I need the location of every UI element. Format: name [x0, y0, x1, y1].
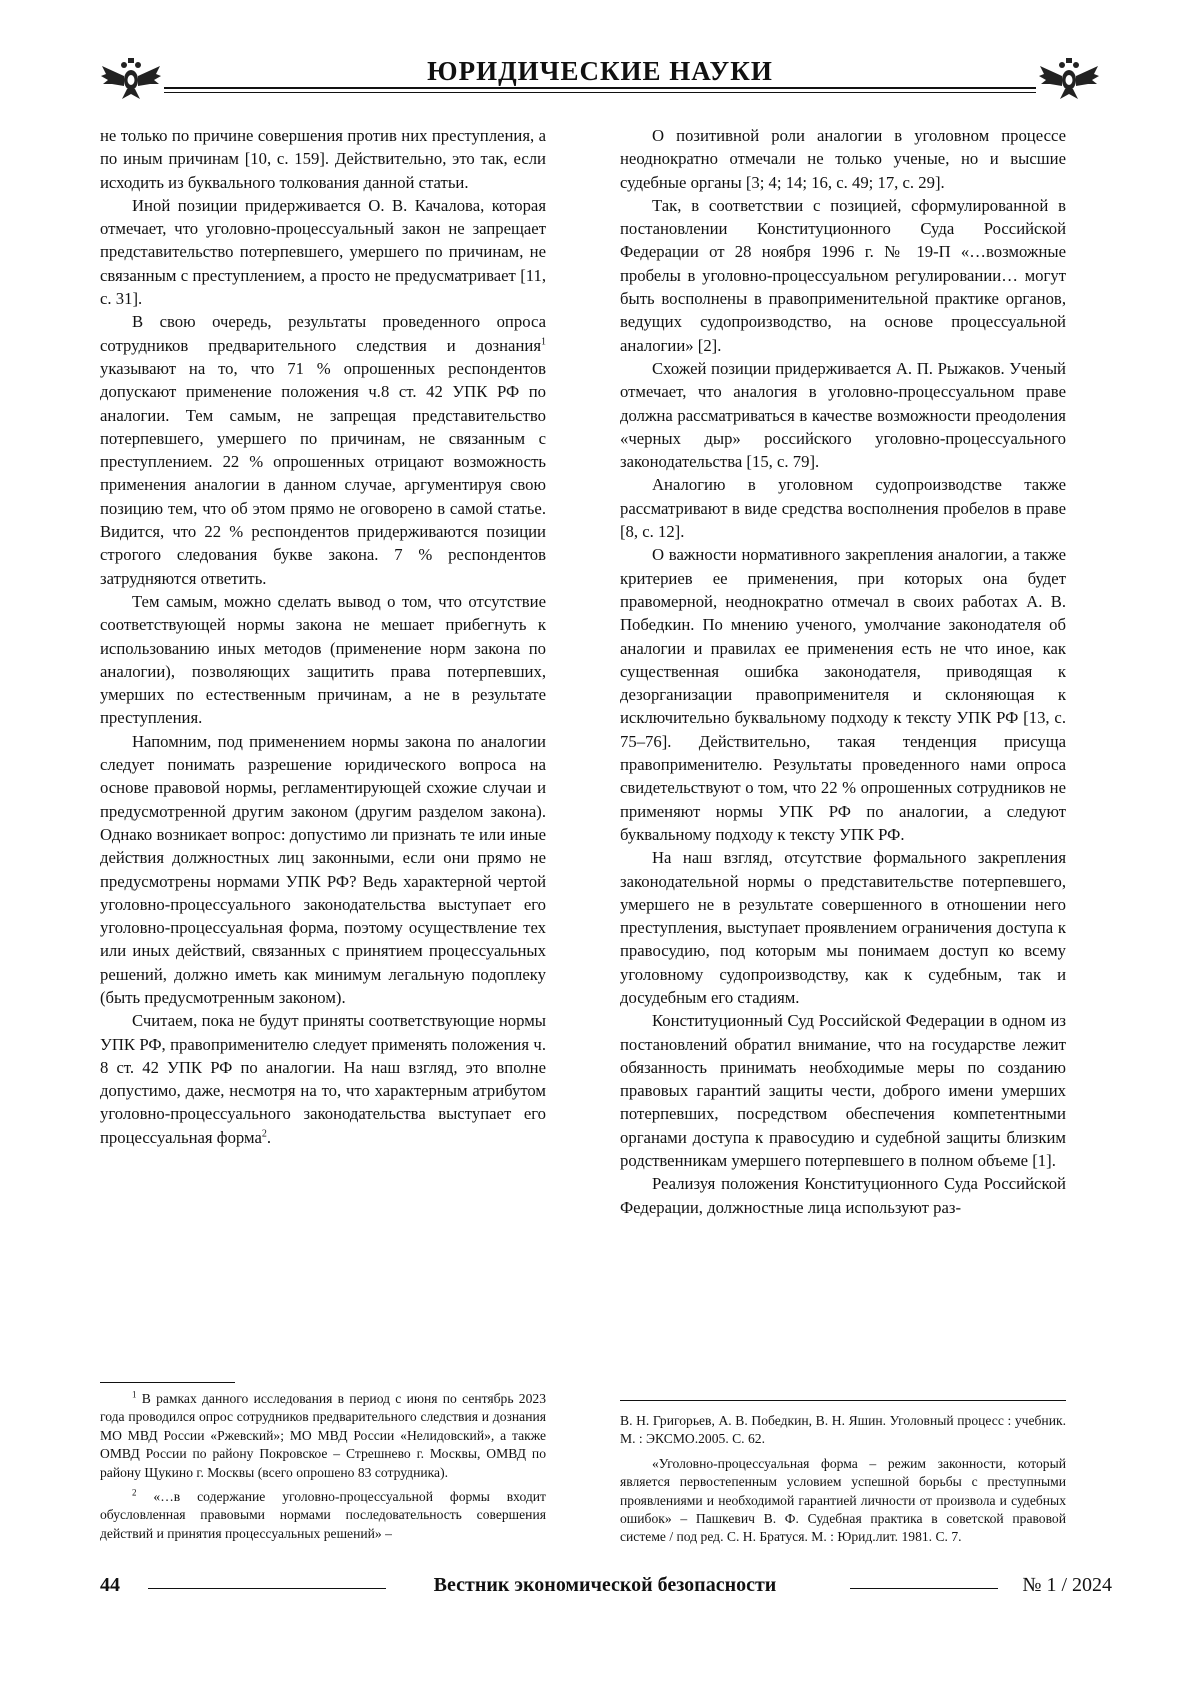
footnote-ref: 1	[541, 336, 546, 348]
footnotes-right	[620, 1412, 1066, 1553]
footnote-continuation: «Уголовно-процессуальная форма – режим законности, который является первостепенным условием успешной борьбы с преступными проявлениями и необходимой гарантией личности от произвола и судебных ошибок» – Пашкевич В. Ф. Судебная практика в советской правовой системе / под ред. С. Н. Братуся. М. : Юрид.лит. 1981. С. 7.	[620, 1455, 1066, 1545]
footnotes-left	[100, 1390, 546, 1549]
paragraph: Напомним, под применением нормы закона по аналогии следует понимать разрешение юридического вопроса на основе правовой нормы, регламентирующей схожие случаи и предусмотренной другим законом (другим разделом закона). Однако возникает вопрос: допустимо ли признать те или иные действия должностных лиц законными, если они прямо не предусмотрены нормами УПК РФ? Ведь характерной чертой уголовно-процессуального законодательства выступает его уголовно-процессуальная форма, поэтому осуществление тех или иных действий, связанных с принятием процессуальных решений, должно иметь как минимум легальную подоплеку (быть предусмотренным законом).	[100, 731, 546, 1007]
journal-name: Вестник экономической безопасности	[433, 1574, 777, 1596]
footnote-ref: 2	[261, 1128, 267, 1140]
header-rule	[164, 87, 1036, 89]
paragraph: О позитивной роли аналогии в уголовном процессе неоднократно отмечали не только ученые, но и высшие судебные органы [3; 4; 14; 16, с. 49; 17, с. 29].	[620, 126, 1066, 192]
footnote-continuation: В. Н. Григорьев, А. В. Победкин, В. Н. Яшин. Уголовный процесс : учебник. М. : ЭКСМО.2005. С. 62.	[620, 1413, 1066, 1447]
footnote: $^2$ «…в содержание уголовно-процессуальной формы входит обусловленная правовыми нормами последовательность совершения действий и принятия процессуальных решений» –	[100, 1487, 546, 1541]
right-text-column	[620, 124, 1066, 1219]
running-footer	[100, 1574, 1112, 1602]
page-number: 44	[100, 1574, 120, 1596]
footer-rule	[850, 1588, 998, 1589]
issue-number: № 1 / 2024	[1022, 1574, 1112, 1596]
footnote: $^1$ В рамках данного исследования в период с июня по сентябрь 2023 года проводился опрос сотрудников предварительного следствия и дознания МО МВД России «Ржевский»; МО МВД России «Нелидовский», а также ОМВД России по району Покровское – Стрешнево г. Москвы, ОМВД по району Щукино г. Москвы (всего опрошено 83 сотрудника).	[100, 1389, 546, 1480]
paragraph: Иной позиции придерживается О. В. Качалова, которая отмечает, что уголовно-процессуальный закон не запрещает представительство потерпевшего, умершего по причинам, не связанным с преступлением, а просто не предусматривает [11, с. 31].	[100, 195, 546, 309]
paragraph: Реализуя положения Конституционного Суда Российской Федерации, должностные лица используют раз-	[620, 1174, 1066, 1217]
running-header	[88, 56, 1112, 104]
paragraph: не только по причине совершения против них преступления, а по иным причинам [10, с. 159]. Действительно, это так, если исходить из буквального толкования данной статьи.	[100, 126, 546, 192]
paragraph: Тем самым, можно сделать вывод о том, что отсутствие соответствующей нормы закона не мешает прибегнуть к использованию иных методов (применение норм закона по аналогии), позволяющих защитить права потерпевших, умерших по естественным причинам, а не в результате преступления.	[100, 591, 546, 728]
paragraph: На наш взгляд, отсутствие формального закрепления законодательной нормы о представительстве потерпевшего, умершего не в результате совершенного в отношении него преступления, выступает проявлением ограничения доступа к правосудию, под которым мы понимаем доступ ко всему уголовному судопроизводству, как к судебным, так и досудебным его стадиям.	[620, 848, 1066, 1007]
double-headed-eagle-emblem-icon	[1038, 56, 1100, 100]
footer-rule	[148, 1588, 386, 1589]
paragraph: Считаем, пока не будут приняты соответствующие нормы УПК РФ, правоприменителю следует применять положения ч. 8 ст. 42 УПК РФ по аналогии. На наш взгляд, это вполне допустимо, даже, несмотря на то, что характерным атрибутом уголовно-процессуального законодательства выступает его процессуальная форма$^2$.	[100, 1011, 546, 1147]
section-title: ЮРИДИЧЕСКИЕ НАУКИ	[88, 56, 1112, 86]
paragraph: Аналогию в уголовном судопроизводстве также рассматривают в виде средства восполнения пробелов в праве [8, с. 12].	[620, 475, 1066, 542]
paragraph: О важности нормативного закрепления аналогии, а также критериев ее применения, при которых она будет правомерной, неоднократно отмечал в своих работах А. В. Победкин. По мнению ученого, умолчание законодателя об аналогии и правилах ее применения есть не что иное, как существенная ошибка законодателя, приводящая к дезорганизации правоприменителя и склоняющая к исключительно буквальному подходу к тексту УПК РФ [13, с. 75–76]. Действительно, такая тенденция присуща правоприменителю. Результаты проведенного нами опроса свидетельствуют о том, что 22 % опрошенных сотрудников не применяют нормы УПК РФ по аналогии, а следуют буквальному подходу к тексту УПК РФ.	[620, 545, 1066, 844]
paragraph: Так, в соответствии с позицией, сформулированной в постановлении Конституционного Суда Российской Федерации от 28 ноября 1996 г. № 19-П «…возможные пробелы в уголовно-процессуальном регулировании… могут быть восполнены в правоприменительной практике органов, ведущих судопроизводство, на основе процессуальной аналогии» [2].	[620, 195, 1066, 355]
paragraph: Конституционный Суд Российской Федерации в одном из постановлений обратил внимание, что на государстве лежит обязанность принимать необходимые меры по созданию правовых гарантий защиты чести, доброго имени умерших потерпевших, посредством обеспечения компетентными органами доступа к правосудию и судебной защиты близким родственникам умершего потерпевшего в полном объеме [1].	[620, 1011, 1066, 1171]
footnote-mark: 1	[132, 1389, 137, 1400]
footnote-mark: 2	[132, 1487, 137, 1498]
header-rule-thin	[164, 92, 1036, 93]
footnote-separator	[620, 1400, 1066, 1401]
left-text-column	[100, 124, 546, 1149]
paragraph: Схожей позиции придерживается А. П. Рыжаков. Ученый отмечает, что аналогия в уголовно-процессуальном праве должна рассматриваться в качестве возможности преодоления «черных дыр» российского уголовно-процессуального законодательства [15, с. 79].	[620, 358, 1066, 472]
paragraph: В свою очередь, результаты проведенного опроса сотрудников предварительного следствия и дознания$^1$ указывают на то, что 71 % опрошенных респондентов допускают применение положения ч.8 ст. 42 УПК РФ по аналогии. Тем самым, не запрещая представительство потерпевшего, умершего по причинам, не связанным с преступлением. 22 % опрошенных отрицают возможность применения аналогии в данном случае, аргументируя свою позицию тем, что об этом прямо не оговорено в самой статье. Видится, что 22 % респондентов придерживаются позиции строгого следования букве закона. 7 % респондентов затрудняются ответить.	[100, 312, 546, 588]
footnote-separator	[100, 1382, 235, 1383]
